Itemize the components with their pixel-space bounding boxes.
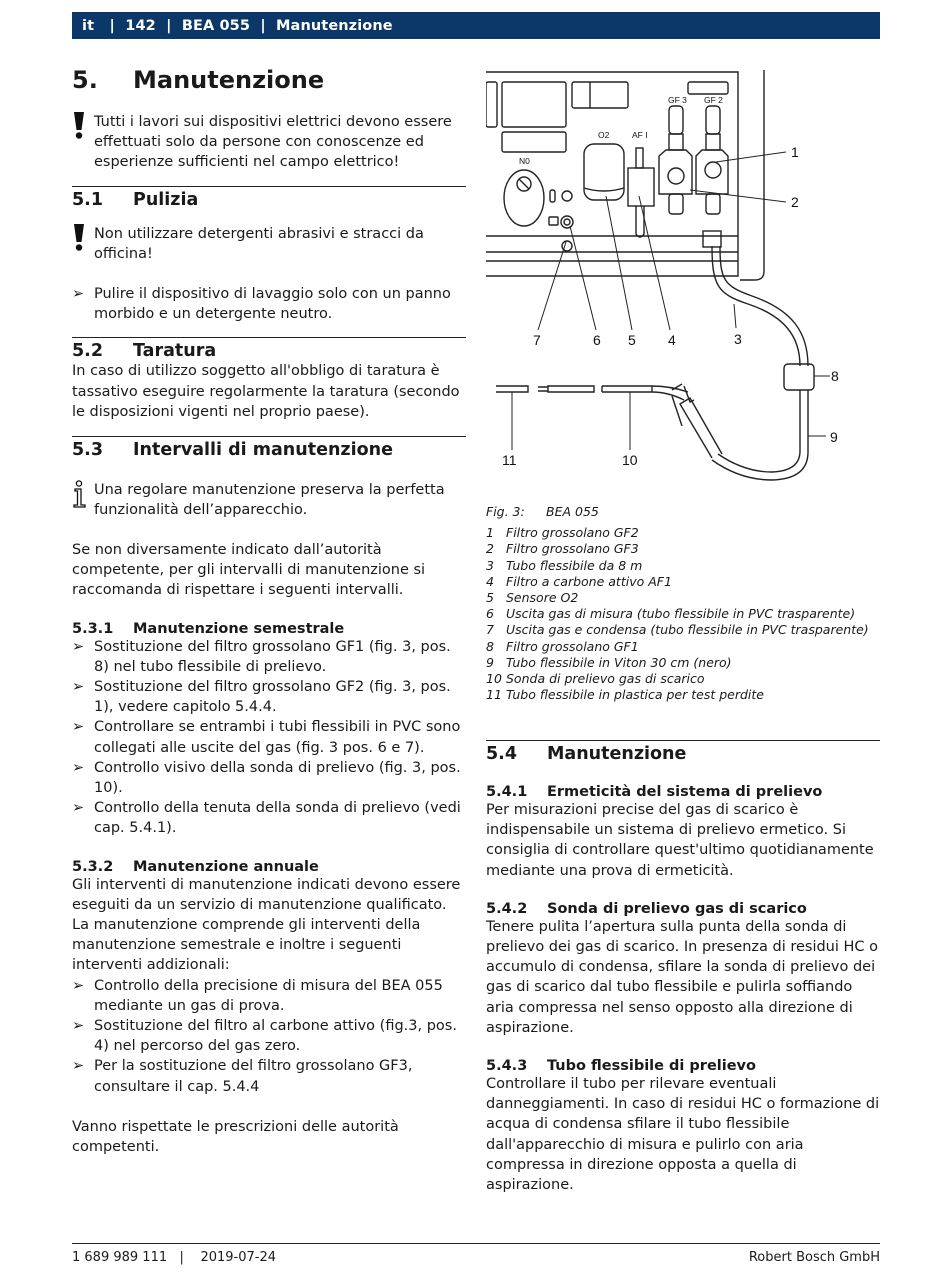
callout-11: 11 [502,452,517,468]
arrow-right-icon: ➢ [72,719,85,736]
section-title: Tubo flessibile di prelievo [547,1058,756,1075]
caption-item [486,655,880,671]
section-heading-5-4-3 [486,1058,880,1074]
divider [72,337,466,338]
arrow-right-icon: ➢ [72,1058,85,1075]
paragraph: In caso di utilizzo soggetto all'obbligo di taratura è tassativo eseguire regolarmente la taratura (secondo le disposizioni vigenti nel proprio paese). [72,363,460,420]
label-gf2: GF 2 [704,95,723,105]
maintenance-list-semiannual [72,637,466,839]
device-diagram [486,66,880,486]
caption-item-number: 8 [486,638,494,654]
callout-9: 9 [830,429,838,445]
arrow-right-icon: ➢ [72,286,85,302]
section-heading-5-4 [486,744,880,764]
header-page-number: 142 [125,17,156,34]
caption-item-number: 6 [486,606,494,622]
callout-1: 1 [791,144,799,160]
list-item [72,976,466,1016]
chapter-title-text: Manutenzione [133,66,325,94]
caption-item-text: Filtro grossolano GF3 [506,541,639,557]
caption-item [486,558,880,574]
section-title: Manutenzione [547,744,687,764]
arrow-right-icon: ➢ [72,800,85,817]
divider [72,186,466,187]
caption-item-text: Sensore O2 [506,590,579,606]
header-section: Manutenzione [276,17,393,34]
figure-bea-055 [486,66,880,486]
caption-item-text: Tubo flessibile in Viton 30 cm (nero) [506,654,732,670]
paragraph: Tenere pulita l’apertura sulla punta della sonda di prelievo dei gas di scarico. In presenza di residui HC o accumulo di condensa, sfilare la sonda di prelievo dei gas di scarico dal tubo flessibile e pulirla soffiando aria compressa nel senso opposto alla direzione di aspirazione. [486,918,879,1036]
caption-item [486,606,880,622]
header-lang: it [82,17,95,34]
caption-item [486,574,880,590]
caption-item-number: 4 [486,573,494,589]
section-heading-5-1 [72,190,466,210]
caption-label: Fig. 3: [486,504,525,519]
caption-item-text: Tubo flessibile in plastica per test perdite [506,687,764,703]
list-item-text: Controllo della precisione di misura del BEA 055 mediante un gas di prova. [94,977,443,1014]
section-title: Manutenzione annuale [133,858,319,875]
exclamation-icon [72,224,86,258]
paragraph: Gli interventi di manutenzione indicati devono essere eseguiti da un servizio di manutenzione qualificato. La manutenzione comprende gli interventi della manutenzione semestrale e inoltre i seguenti interventi addizionali: [72,876,461,974]
warning-note [72,224,466,264]
list-item-text: Controllare se entrambi i tubi flessibili in PVC sono collegati alle uscite del gas (fig. 3 pos. 6 e 7). [94,719,461,756]
list-item-text: Controllo della tenuta della sonda di prelievo (vedi cap. 5.4.1). [94,800,461,837]
list-item [72,717,466,757]
section-number: 5.1 [72,190,104,210]
list-item [72,758,466,798]
arrow-right-icon: ➢ [72,638,85,655]
list-item-text: Controllo visivo della sonda di prelievo (fig. 3, pos. 10). [94,759,461,797]
paragraph: Se non diversamente indicato dall’autorità competente, per gli intervalli di manutenzione si raccomanda di rispettare i seguenti intervalli. [72,542,426,599]
section-title: Intervalli di manutenzione [133,440,393,461]
page-footer: 1 689 989 111 | 2019-07-24 Robert Bosch GmbH [72,1250,880,1265]
arrow-right-icon: ➢ [72,1018,85,1035]
section-title: Manutenzione semestrale [133,620,345,637]
caption-item-number: 5 [486,590,494,606]
footer-date: 2019-07-24 [200,1250,276,1265]
footer-company: Robert Bosch GmbH [748,1250,880,1265]
section-heading-5-2 [72,341,466,361]
caption-item [486,671,880,687]
figure-caption [486,504,880,703]
caption-item-number: 2 [486,541,494,557]
arrow-right-icon: ➢ [72,759,85,776]
section-heading-5-3 [72,440,466,460]
section-number: 5.4.2 [486,900,528,917]
chapter-title [72,66,466,94]
warning-text: Tutti i lavori sui dispositivi elettrici devono essere effettuati solo da persone con conoscenze ed esperienze sufficienti nel campo elettrico! [94,114,452,170]
section-number: 5.3.2 [72,858,114,875]
caption-item-text: Sonda di prelievo gas di scarico [506,671,705,687]
arrow-right-icon: ➢ [72,977,85,994]
caption-list [486,525,880,703]
left-column [72,66,466,1157]
chapter-number: 5. [72,66,98,94]
section-number: 5.2 [72,341,104,362]
list-item-text: Sostituzione del filtro grossolano GF1 (fig. 3, pos. 8) nel tubo flessibile di prelievo. [94,638,451,675]
section-heading-5-3-2 [72,859,466,875]
section-title: Pulizia [133,190,199,210]
footer-doc-number: 1 689 989 111 [72,1250,168,1265]
footer-divider [72,1243,880,1244]
caption-title [486,504,880,520]
list-item [72,637,466,677]
paragraph: Per misurazioni precise del gas di scarico è indispensabile un sistema di prelievo ermetico. Si consiglia di controllare quest'ultimo quotidianamente mediante una prova di ermeticità. [486,802,874,879]
right-column [486,740,880,1195]
callout-8: 8 [831,368,839,384]
list-item-text: Sostituzione del filtro al carbone attivo (fig.3, pos. 4) nel percorso del gas zero. [94,1018,457,1055]
list-item [72,284,466,324]
section-heading-5-4-2 [486,901,880,917]
caption-item-number: 9 [486,654,494,670]
callout-2: 2 [791,194,799,210]
list-item [72,798,466,838]
callout-4: 4 [668,332,676,348]
caption-item-number: 1 [486,525,494,541]
callout-7: 7 [533,332,541,348]
section-heading-5-3-1 [72,621,466,637]
callout-6: 6 [593,332,601,348]
caption-item-number: 3 [486,557,494,573]
caption-item [486,622,880,638]
list-item-text: Per la sostituzione del filtro grossolano GF3, consultare il cap. 5.4.4 [94,1058,413,1095]
arrow-right-icon: ➢ [72,679,85,696]
section-title: Ermeticità del sistema di prelievo [547,784,823,800]
section-title: Sonda di prelievo gas di scarico [547,900,807,917]
caption-title-text: BEA 055 [546,504,599,519]
caption-item-text: Tubo flessibile da 8 m [506,557,643,573]
caption-item-number: 7 [486,622,494,638]
caption-item-text: Uscita gas e condensa (tubo flessibile in PVC trasparente) [506,622,869,638]
warning-text: Non utilizzare detergenti abrasivi e stracci da officina! [94,226,424,262]
callout-10: 10 [622,452,638,468]
label-n0: N0 [519,156,530,166]
caption-item [486,687,880,703]
list-item [72,1016,466,1056]
paragraph: Vanno rispettate le prescrizioni delle autorità competenti. [72,1118,399,1156]
list-item-text: Pulire il dispositivo di lavaggio solo con un panno morbido e un detergente neutro. [94,286,451,323]
section-number: 5.4.1 [486,784,528,800]
section-number: 5.3.1 [72,620,114,637]
list-item-text: Sostituzione del filtro grossolano GF2 (fig. 3, pos. 1), vedere capitolo 5.4.4. [94,679,451,716]
label-gf3: GF 3 [668,95,687,105]
info-text: Una regolare manutenzione preserva la perfetta funzionalità dell’apparecchio. [94,482,445,519]
info-note [72,480,466,520]
caption-item-text: Filtro grossolano GF2 [506,525,639,541]
caption-item [486,639,880,655]
caption-item [486,541,880,557]
paragraph: Controllare il tubo per rilevare eventuali danneggiamenti. In caso di residui HC o formazione di acqua di condensa sfilare il tubo flessibile dall'apparecchio di misura e pulirlo con aria compressa in direzione opposta a quella di aspirazione. [486,1076,880,1194]
divider [486,740,880,741]
exclamation-icon [72,112,86,146]
caption-item-text: Filtro a carbone attivo AF1 [506,573,672,589]
callout-3: 3 [734,331,742,347]
label-o2: O2 [598,130,610,140]
caption-item-text: Filtro grossolano GF1 [506,638,639,654]
page-header: it | 142 | BEA 055 | Manutenzione [72,12,880,39]
section-number: 5.3 [72,440,104,461]
list-item [72,677,466,717]
step-list [72,284,466,324]
caption-item [486,590,880,606]
section-title: Taratura [133,341,217,362]
caption-item [486,525,880,541]
label-afi: AF I [632,130,648,140]
maintenance-list-annual [72,976,466,1097]
callout-5: 5 [628,332,636,348]
caption-item-number: 10 [486,671,502,687]
section-heading-5-4-1 [486,784,880,800]
section-number: 5.4.3 [486,1058,528,1075]
info-icon [72,480,88,514]
header-product: BEA 055 [181,17,251,34]
divider [72,436,466,437]
section-number: 5.4 [486,744,518,764]
list-item [72,1056,466,1096]
warning-note [72,112,466,172]
caption-item-number: 11 [486,687,502,703]
caption-item-text: Uscita gas di misura (tubo flessibile in PVC trasparente) [506,606,856,622]
